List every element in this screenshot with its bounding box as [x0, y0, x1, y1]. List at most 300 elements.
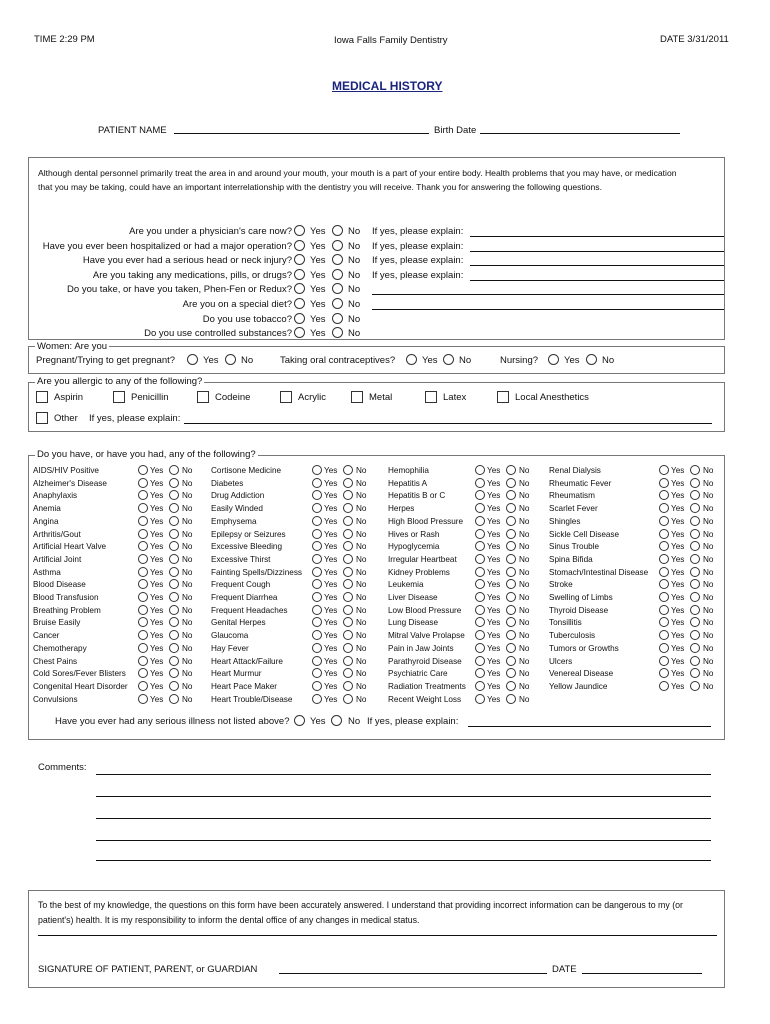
- condition-cortisone-medicine-no-label: No: [356, 466, 367, 475]
- condition-artificial-joint-no-radio[interactable]: [169, 554, 179, 564]
- signature-field[interactable]: [279, 973, 547, 974]
- question-8-no-label: No: [348, 328, 361, 340]
- condition-tumors-or-growths-no-label: No: [703, 643, 714, 653]
- condition-heart-attack-failure-yes-label: Yes: [324, 656, 338, 666]
- condition-excessive-thirst-no-radio[interactable]: [343, 554, 353, 564]
- condition-renal-dialysis-no-label: No: [703, 466, 714, 475]
- condition-glaucoma-yes-label: Yes: [324, 631, 338, 641]
- condition-asthma-no-radio[interactable]: [169, 567, 179, 577]
- question-1-explain-field[interactable]: [470, 236, 724, 237]
- condition-renal-dialysis-yes-label: Yes: [671, 466, 685, 475]
- conditions-box: [28, 455, 725, 740]
- condition-rheumatic-fever-yes-radio[interactable]: [659, 478, 669, 488]
- condition-hives-or-rash-no-radio[interactable]: [506, 529, 516, 539]
- condition-sickle-cell-disease-no-label: No: [703, 529, 714, 539]
- condition-ulcers-no-radio[interactable]: [690, 656, 700, 666]
- condition-swelling-of-limbs-yes-radio[interactable]: [659, 592, 669, 602]
- condition-thyroid-disease-yes-label: Yes: [671, 605, 685, 615]
- condition-fainting-spells-dizziness-no-label: No: [356, 567, 367, 577]
- condition-congenital-heart-disorder-no-radio[interactable]: [169, 681, 179, 691]
- question-6-explain-field[interactable]: [372, 309, 724, 310]
- condition-epilepsy-or-seizures-yes-radio[interactable]: [312, 529, 322, 539]
- condition-scarlet-fever-label: Scarlet Fever: [549, 504, 598, 514]
- condition-tumors-or-growths-label: Tumors or Growths: [549, 643, 619, 653]
- condition-blood-transfusion-yes-radio[interactable]: [138, 592, 148, 602]
- condition-hemophilia-no-label: No: [519, 466, 530, 475]
- condition-frequent-diarrhea-no-radio[interactable]: [343, 592, 353, 602]
- condition-kidney-problems-yes-radio[interactable]: [475, 567, 485, 577]
- conditions-legend: Do you have, or have you had, any of the following?: [37, 449, 256, 460]
- condition-irregular-heartbeat-no-radio[interactable]: [506, 554, 516, 564]
- condition-emphysema-no-radio[interactable]: [343, 516, 353, 526]
- condition-shingles-yes-radio[interactable]: [659, 516, 669, 526]
- condition-cortisone-medicine-yes-radio[interactable]: [312, 465, 322, 475]
- condition-anemia-no-label: No: [182, 504, 193, 514]
- condition-drug-addiction-no-label: No: [356, 491, 367, 501]
- allergy-legend: Are you allergic to any of the following?: [37, 376, 203, 387]
- condition-ulcers-yes-label: Yes: [671, 656, 685, 666]
- condition-excessive-bleeding-yes-label: Yes: [324, 542, 338, 552]
- condition-spina-bifida-no-radio[interactable]: [690, 554, 700, 564]
- condition-hemophilia-no-radio[interactable]: [506, 465, 516, 475]
- condition-yellow-jaundice-no-label: No: [703, 681, 714, 691]
- condition-spina-bifida-no-label: No: [703, 554, 714, 564]
- condition-tumors-or-growths-yes-label: Yes: [671, 643, 685, 653]
- condition-yellow-jaundice-no-radio[interactable]: [690, 681, 700, 691]
- condition-hemophilia-label: Hemophilia: [388, 466, 429, 475]
- time-stamp: TIME 2:29 PM: [34, 34, 95, 45]
- condition-epilepsy-or-seizures-label: Epilepsy or Seizures: [211, 529, 286, 539]
- condition-hives-or-rash-yes-radio[interactable]: [475, 529, 485, 539]
- question-5-yes-label: Yes: [310, 284, 326, 296]
- condition-chest-pains-yes-radio[interactable]: [138, 656, 148, 666]
- condition-genital-herpes-no-label: No: [356, 618, 367, 628]
- condition-rheumatic-fever-label: Rheumatic Fever: [549, 478, 612, 488]
- condition-lung-disease-no-label: No: [519, 618, 530, 628]
- condition-kidney-problems-yes-label: Yes: [487, 567, 501, 577]
- condition-asthma-yes-radio[interactable]: [138, 567, 148, 577]
- condition-irregular-heartbeat-yes-label: Yes: [487, 554, 501, 564]
- question-3-yes-label: Yes: [310, 255, 326, 267]
- condition-blood-disease-label: Blood Disease: [33, 580, 86, 590]
- condition-heart-attack-failure-no-radio[interactable]: [343, 656, 353, 666]
- consent-text: To the best of my knowledge, the questions on this form have been accurately answered. I understand that providing incorrect information can be dangerous to my (or patient's) health. It is my responsibility to inform the dental office of any changes in medical status.: [38, 900, 683, 925]
- condition-excessive-thirst-yes-label: Yes: [324, 554, 338, 564]
- condition-blood-transfusion-no-label: No: [182, 593, 193, 602]
- condition-epilepsy-or-seizures-no-label: No: [356, 529, 367, 539]
- condition-diabetes-yes-label: Yes: [324, 478, 338, 488]
- condition-rheumatism-no-label: No: [703, 491, 714, 501]
- condition-hepatitis-a-yes-radio[interactable]: [475, 478, 485, 488]
- condition-high-blood-pressure-yes-radio[interactable]: [475, 516, 485, 526]
- condition-leukemia-label: Leukemia: [388, 580, 424, 590]
- comments-line-3[interactable]: [96, 818, 711, 819]
- condition-heart-attack-failure-no-label: No: [356, 656, 367, 666]
- condition-stomach-intestinal-disease-label: Stomach/Intestinal Disease: [549, 567, 649, 577]
- condition-easily-winded-label: Easily Winded: [211, 504, 263, 514]
- condition-heart-pace-maker-yes-label: Yes: [324, 681, 338, 691]
- condition-hepatitis-a-no-label: No: [519, 478, 530, 488]
- condition-angina-yes-label: Yes: [150, 516, 164, 526]
- condition-heart-trouble-disease-label: Heart Trouble/Disease: [211, 694, 293, 704]
- page-title: MEDICAL HISTORY: [332, 79, 443, 93]
- condition-breathing-problem-no-label: No: [182, 605, 193, 615]
- patient-name-field[interactable]: [174, 133, 429, 134]
- condition-chemotherapy-yes-radio[interactable]: [138, 643, 148, 653]
- allergy-codeine-checkbox[interactable]: [197, 391, 209, 403]
- condition-hepatitis-a-label: Hepatitis A: [388, 478, 428, 488]
- comments-line-2[interactable]: [96, 796, 711, 797]
- condition-drug-addiction-label: Drug Addiction: [211, 491, 265, 501]
- clinic-name: Iowa Falls Family Dentistry: [334, 35, 448, 46]
- condition-hemophilia-yes-label: Yes: [487, 466, 501, 475]
- condition-spina-bifida-yes-radio[interactable]: [659, 554, 669, 564]
- allergy-explain-field[interactable]: [184, 423, 712, 424]
- question-4-no-radio[interactable]: [332, 269, 343, 280]
- condition-alzheimer-s-disease-yes-label: Yes: [150, 478, 164, 488]
- condition-scarlet-fever-yes-label: Yes: [671, 504, 685, 514]
- condition-excessive-thirst-yes-radio[interactable]: [312, 554, 322, 564]
- pregnant-no-radio[interactable]: [225, 354, 236, 365]
- question-3-explain-label: If yes, please explain:: [372, 255, 464, 267]
- condition-hepatitis-a-no-radio[interactable]: [506, 478, 516, 488]
- condition-shingles-no-radio[interactable]: [690, 516, 700, 526]
- allergy-explain-label: If yes, please explain:: [89, 413, 181, 424]
- condition-emphysema-yes-label: Yes: [324, 516, 338, 526]
- condition-scarlet-fever-no-label: No: [703, 504, 714, 514]
- question-7: Do you use tobacco?: [202, 313, 292, 325]
- allergy-penicillin-checkbox[interactable]: [113, 391, 125, 403]
- condition-cortisone-medicine-no-radio[interactable]: [343, 465, 353, 475]
- condition-artificial-joint-no-label: No: [182, 554, 193, 564]
- condition-irregular-heartbeat-label: Irregular Heartbeat: [388, 554, 457, 564]
- condition-frequent-diarrhea-label: Frequent Diarrhea: [211, 593, 278, 602]
- condition-aids-hiv-positive-yes-radio[interactable]: [138, 465, 148, 475]
- question-1-no-radio[interactable]: [332, 225, 343, 236]
- condition-venereal-disease-no-label: No: [703, 669, 714, 679]
- contraceptives-yes-label: Yes: [422, 355, 438, 366]
- condition-hepatitis-b-or-c-yes-label: Yes: [487, 491, 501, 501]
- question-6-yes-radio[interactable]: [294, 298, 305, 309]
- condition-alzheimer-s-disease-label: Alzheimer's Disease: [33, 478, 107, 488]
- question-5-explain-field[interactable]: [372, 294, 724, 295]
- condition-heart-trouble-disease-no-label: No: [356, 694, 367, 704]
- allergy-local-anesthetics-checkbox[interactable]: [497, 391, 509, 403]
- condition-ulcers-yes-radio[interactable]: [659, 656, 669, 666]
- question-1-yes-radio[interactable]: [294, 225, 305, 236]
- condition-cancer-label: Cancer: [33, 631, 60, 641]
- serious-illness-yes-radio[interactable]: [294, 715, 305, 726]
- question-4-yes-label: Yes: [310, 269, 326, 281]
- question-5-no-label: No: [348, 284, 361, 296]
- condition-sickle-cell-disease-no-radio[interactable]: [690, 529, 700, 539]
- condition-parathyroid-disease-no-radio[interactable]: [506, 656, 516, 666]
- condition-hay-fever-no-radio[interactable]: [343, 643, 353, 653]
- condition-breathing-problem-yes-radio[interactable]: [138, 605, 148, 615]
- allergy-other-checkbox[interactable]: [36, 412, 48, 424]
- condition-thyroid-disease-no-radio[interactable]: [690, 605, 700, 615]
- condition-blood-transfusion-yes-label: Yes: [150, 593, 164, 602]
- condition-epilepsy-or-seizures-no-radio[interactable]: [343, 529, 353, 539]
- condition-leukemia-yes-label: Yes: [487, 580, 501, 590]
- condition-lung-disease-label: Lung Disease: [388, 618, 439, 628]
- birth-date-label: Birth Date: [434, 125, 477, 136]
- pregnant-yes-radio[interactable]: [187, 354, 198, 365]
- question-2-yes-label: Yes: [310, 240, 326, 252]
- condition-blood-transfusion-label: Blood Transfusion: [33, 593, 99, 602]
- condition-hemophilia-yes-radio[interactable]: [475, 465, 485, 475]
- women-legend: Women: Are you: [37, 341, 108, 352]
- allergy-latex-checkbox[interactable]: [425, 391, 437, 403]
- condition-easily-winded-yes-label: Yes: [324, 504, 338, 514]
- question-1-yes-label: Yes: [310, 226, 326, 237]
- condition-venereal-disease-yes-label: Yes: [671, 669, 685, 679]
- condition-high-blood-pressure-no-label: No: [519, 516, 530, 526]
- question-7-yes-radio[interactable]: [294, 313, 305, 324]
- comments-line-5[interactable]: [96, 860, 711, 861]
- allergy-latex-label: Latex: [443, 392, 467, 403]
- condition-stomach-intestinal-disease-yes-radio[interactable]: [659, 567, 669, 577]
- condition-artificial-heart-valve-yes-label: Yes: [150, 542, 164, 552]
- condition-tonsillitis-yes-label: Yes: [671, 618, 685, 628]
- comments-line-1[interactable]: [96, 774, 711, 775]
- condition-glaucoma-label: Glaucoma: [211, 631, 249, 641]
- condition-parathyroid-disease-yes-radio[interactable]: [475, 656, 485, 666]
- condition-congenital-heart-disorder-no-label: No: [182, 681, 193, 691]
- condition-low-blood-pressure-yes-radio[interactable]: [475, 605, 485, 615]
- condition-hay-fever-yes-label: Yes: [324, 643, 338, 653]
- question-7-no-label: No: [348, 313, 361, 325]
- condition-high-blood-pressure-no-radio[interactable]: [506, 516, 516, 526]
- condition-stomach-intestinal-disease-no-label: No: [703, 567, 714, 577]
- condition-artificial-joint-yes-radio[interactable]: [138, 554, 148, 564]
- condition-blood-transfusion-no-radio[interactable]: [169, 592, 179, 602]
- condition-arthritis-gout-yes-label: Yes: [150, 529, 164, 539]
- condition-arthritis-gout-no-label: No: [182, 529, 193, 539]
- condition-frequent-diarrhea-yes-radio[interactable]: [312, 592, 322, 602]
- contraceptives-yes-radio[interactable]: [406, 354, 417, 365]
- condition-hay-fever-no-label: No: [356, 643, 367, 653]
- condition-aids-hiv-positive-no-radio[interactable]: [169, 465, 179, 475]
- condition-recent-weight-loss-no-radio[interactable]: [506, 694, 516, 704]
- nursing-yes-radio[interactable]: [548, 354, 559, 365]
- question-4-explain-field[interactable]: [470, 280, 724, 281]
- serious-illness-no-radio[interactable]: [331, 715, 342, 726]
- condition-liver-disease-no-radio[interactable]: [506, 592, 516, 602]
- condition-emphysema-no-label: No: [356, 516, 367, 526]
- question-5: Do you take, or have you taken, Phen-Fen or Redux?: [67, 284, 292, 296]
- question-3-explain-field[interactable]: [470, 265, 724, 266]
- serious-illness-explain-label: If yes, please explain:: [367, 716, 459, 727]
- condition-diabetes-no-radio[interactable]: [343, 478, 353, 488]
- condition-rheumatic-fever-no-radio[interactable]: [690, 478, 700, 488]
- signature-label: SIGNATURE OF PATIENT, PARENT, or GUARDIAN: [38, 964, 258, 975]
- question-6-no-radio[interactable]: [332, 298, 343, 309]
- condition-congenital-heart-disorder-label: Congenital Heart Disorder: [33, 681, 128, 691]
- condition-rheumatic-fever-no-label: No: [703, 478, 714, 488]
- condition-angina-yes-radio[interactable]: [138, 516, 148, 526]
- condition-yellow-jaundice-label: Yellow Jaundice: [549, 681, 608, 691]
- contraceptives-no-radio[interactable]: [443, 354, 454, 365]
- question-1-no-label: No: [348, 226, 361, 237]
- condition-alzheimer-s-disease-yes-radio[interactable]: [138, 478, 148, 488]
- condition-sinus-trouble-no-label: No: [703, 542, 714, 552]
- condition-herpes-label: Herpes: [388, 504, 415, 514]
- condition-emphysema-label: Emphysema: [211, 516, 257, 526]
- allergy-acrylic-checkbox[interactable]: [280, 391, 292, 403]
- condition-thyroid-disease-yes-radio[interactable]: [659, 605, 669, 615]
- question-7-no-radio[interactable]: [332, 313, 343, 324]
- condition-radiation-treatments-yes-radio[interactable]: [475, 681, 485, 691]
- condition-fainting-spells-dizziness-no-radio[interactable]: [343, 567, 353, 577]
- condition-diabetes-no-label: No: [356, 478, 367, 488]
- condition-tumors-or-growths-no-radio[interactable]: [690, 643, 700, 653]
- allergy-other-label: Other: [54, 413, 78, 424]
- condition-spina-bifida-label: Spina Bifida: [549, 554, 593, 564]
- nursing-no-label: No: [602, 355, 615, 366]
- allergy-aspirin-label: Aspirin: [54, 392, 84, 403]
- condition-frequent-diarrhea-no-label: No: [356, 593, 367, 602]
- condition-aids-hiv-positive-yes-label: Yes: [150, 466, 164, 475]
- condition-renal-dialysis-yes-radio[interactable]: [659, 465, 669, 475]
- condition-alzheimer-s-disease-no-label: No: [182, 478, 193, 488]
- signature-date-field[interactable]: [582, 973, 702, 974]
- condition-radiation-treatments-no-radio[interactable]: [506, 681, 516, 691]
- consent-divider: [38, 935, 717, 936]
- allergy-acrylic-label: Acrylic: [298, 392, 326, 403]
- pregnant-no-label: No: [241, 355, 254, 366]
- condition-cancer-yes-label: Yes: [150, 631, 164, 641]
- nursing-no-radio[interactable]: [586, 354, 597, 365]
- condition-parathyroid-disease-yes-label: Yes: [487, 656, 501, 666]
- question-3-no-label: No: [348, 255, 361, 267]
- allergy-codeine-label: Codeine: [215, 392, 251, 403]
- condition-hay-fever-yes-radio[interactable]: [312, 643, 322, 653]
- condition-spina-bifida-yes-label: Yes: [671, 554, 685, 564]
- comments-label: Comments:: [38, 762, 87, 773]
- condition-liver-disease-yes-radio[interactable]: [475, 592, 485, 602]
- condition-heart-pace-maker-no-label: No: [356, 681, 367, 691]
- allergy-metal-checkbox[interactable]: [351, 391, 363, 403]
- allergy-metal-label: Metal: [369, 392, 393, 403]
- condition-ulcers-label: Ulcers: [549, 656, 573, 666]
- condition-frequent-headaches-yes-radio[interactable]: [312, 605, 322, 615]
- condition-liver-disease-label: Liver Disease: [388, 593, 438, 602]
- condition-breathing-problem-no-radio[interactable]: [169, 605, 179, 615]
- condition-angina-no-label: No: [182, 516, 193, 526]
- condition-yellow-jaundice-yes-radio[interactable]: [659, 681, 669, 691]
- question-4-no-label: No: [348, 269, 361, 281]
- condition-excessive-bleeding-label: Excessive Bleeding: [211, 542, 282, 552]
- intro-text: Although dental personnel primarily treat the area in and around your mouth, your mouth is a part of your entire body. Health problems that you may have, or medication that you may be taking, could have an important interrelationship with the dentistry you will receive. Thank you for answering the following questions.: [38, 168, 677, 192]
- question-2-yes-radio[interactable]: [294, 240, 305, 251]
- condition-frequent-headaches-no-radio[interactable]: [343, 605, 353, 615]
- condition-congenital-heart-disorder-yes-radio[interactable]: [138, 681, 148, 691]
- condition-anaphylaxis-no-label: No: [182, 491, 193, 501]
- condition-convulsions-no-radio[interactable]: [169, 694, 179, 704]
- condition-low-blood-pressure-no-label: No: [519, 605, 530, 615]
- condition-parathyroid-disease-label: Parathyroid Disease: [388, 656, 462, 666]
- condition-fainting-spells-dizziness-yes-radio[interactable]: [312, 567, 322, 577]
- condition-swelling-of-limbs-yes-label: Yes: [671, 593, 685, 602]
- condition-frequent-headaches-yes-label: Yes: [324, 605, 338, 615]
- condition-heart-trouble-disease-no-radio[interactable]: [343, 694, 353, 704]
- condition-angina-label: Angina: [33, 516, 59, 526]
- condition-stomach-intestinal-disease-no-radio[interactable]: [690, 567, 700, 577]
- condition-renal-dialysis-no-radio[interactable]: [690, 465, 700, 475]
- condition-heart-pace-maker-no-radio[interactable]: [343, 681, 353, 691]
- question-1: Are you under a physician's care now?: [129, 226, 292, 237]
- condition-low-blood-pressure-no-radio[interactable]: [506, 605, 516, 615]
- condition-high-blood-pressure-label: High Blood Pressure: [388, 516, 464, 526]
- condition-heart-pace-maker-yes-radio[interactable]: [312, 681, 322, 691]
- condition-shingles-yes-label: Yes: [671, 516, 685, 526]
- condition-heart-attack-failure-yes-radio[interactable]: [312, 656, 322, 666]
- condition-chemotherapy-no-radio[interactable]: [169, 643, 179, 653]
- condition-hives-or-rash-label: Hives or Rash: [388, 529, 440, 539]
- condition-heart-trouble-disease-yes-radio[interactable]: [312, 694, 322, 704]
- condition-heart-attack-failure-label: Heart Attack/Failure: [211, 656, 283, 666]
- condition-hypoglycemia-no-label: No: [519, 542, 530, 552]
- condition-blood-disease-yes-label: Yes: [150, 580, 164, 590]
- condition-heart-trouble-disease-yes-label: Yes: [324, 694, 338, 704]
- condition-lung-disease-yes-label: Yes: [487, 618, 501, 628]
- allergy-aspirin-checkbox[interactable]: [36, 391, 48, 403]
- condition-frequent-diarrhea-yes-label: Yes: [324, 593, 338, 602]
- condition-fainting-spells-dizziness-yes-label: Yes: [324, 567, 338, 577]
- condition-recent-weight-loss-yes-label: Yes: [487, 694, 501, 704]
- condition-recent-weight-loss-label: Recent Weight Loss: [388, 694, 462, 704]
- condition-kidney-problems-no-radio[interactable]: [506, 567, 516, 577]
- condition-angina-no-radio[interactable]: [169, 516, 179, 526]
- serious-illness-explain-field[interactable]: [468, 726, 711, 727]
- condition-irregular-heartbeat-yes-radio[interactable]: [475, 554, 485, 564]
- question-2-explain-field[interactable]: [470, 251, 724, 252]
- condition-mitral-valve-prolapse-yes-label: Yes: [487, 631, 501, 641]
- condition-arthritis-gout-no-radio[interactable]: [169, 529, 179, 539]
- condition-recent-weight-loss-no-label: No: [519, 694, 530, 704]
- condition-anemia-label: Anemia: [33, 504, 61, 514]
- condition-low-blood-pressure-yes-label: Yes: [487, 605, 501, 615]
- condition-arthritis-gout-yes-radio[interactable]: [138, 529, 148, 539]
- condition-swelling-of-limbs-no-radio[interactable]: [690, 592, 700, 602]
- condition-diabetes-yes-radio[interactable]: [312, 478, 322, 488]
- condition-psychiatric-care-no-label: No: [519, 669, 530, 679]
- condition-emphysema-yes-radio[interactable]: [312, 516, 322, 526]
- condition-hives-or-rash-yes-label: Yes: [487, 529, 501, 539]
- question-2: Have you ever been hospitalized or had a major operation?: [42, 240, 292, 252]
- condition-sickle-cell-disease-yes-radio[interactable]: [659, 529, 669, 539]
- condition-tumors-or-growths-yes-radio[interactable]: [659, 643, 669, 653]
- condition-frequent-headaches-label: Frequent Headaches: [211, 605, 288, 615]
- question-4-yes-radio[interactable]: [294, 269, 305, 280]
- condition-chest-pains-no-radio[interactable]: [169, 656, 179, 666]
- condition-chemotherapy-no-label: No: [182, 643, 193, 653]
- condition-bruise-easily-no-label: No: [182, 618, 193, 628]
- condition-recent-weight-loss-yes-radio[interactable]: [475, 694, 485, 704]
- question-2-no-radio[interactable]: [332, 240, 343, 251]
- birth-date-field[interactable]: [480, 133, 680, 134]
- condition-pain-in-jaw-joints-no-radio[interactable]: [506, 643, 516, 653]
- condition-breathing-problem-label: Breathing Problem: [33, 605, 101, 615]
- condition-alzheimer-s-disease-no-radio[interactable]: [169, 478, 179, 488]
- condition-herpes-yes-label: Yes: [487, 504, 501, 514]
- condition-pain-in-jaw-joints-yes-radio[interactable]: [475, 643, 485, 653]
- condition-epilepsy-or-seizures-yes-label: Yes: [324, 529, 338, 539]
- condition-fainting-spells-dizziness-label: Fainting Spells/Dizziness: [211, 567, 303, 577]
- comments-line-4[interactable]: [96, 840, 711, 841]
- condition-convulsions-yes-radio[interactable]: [138, 694, 148, 704]
